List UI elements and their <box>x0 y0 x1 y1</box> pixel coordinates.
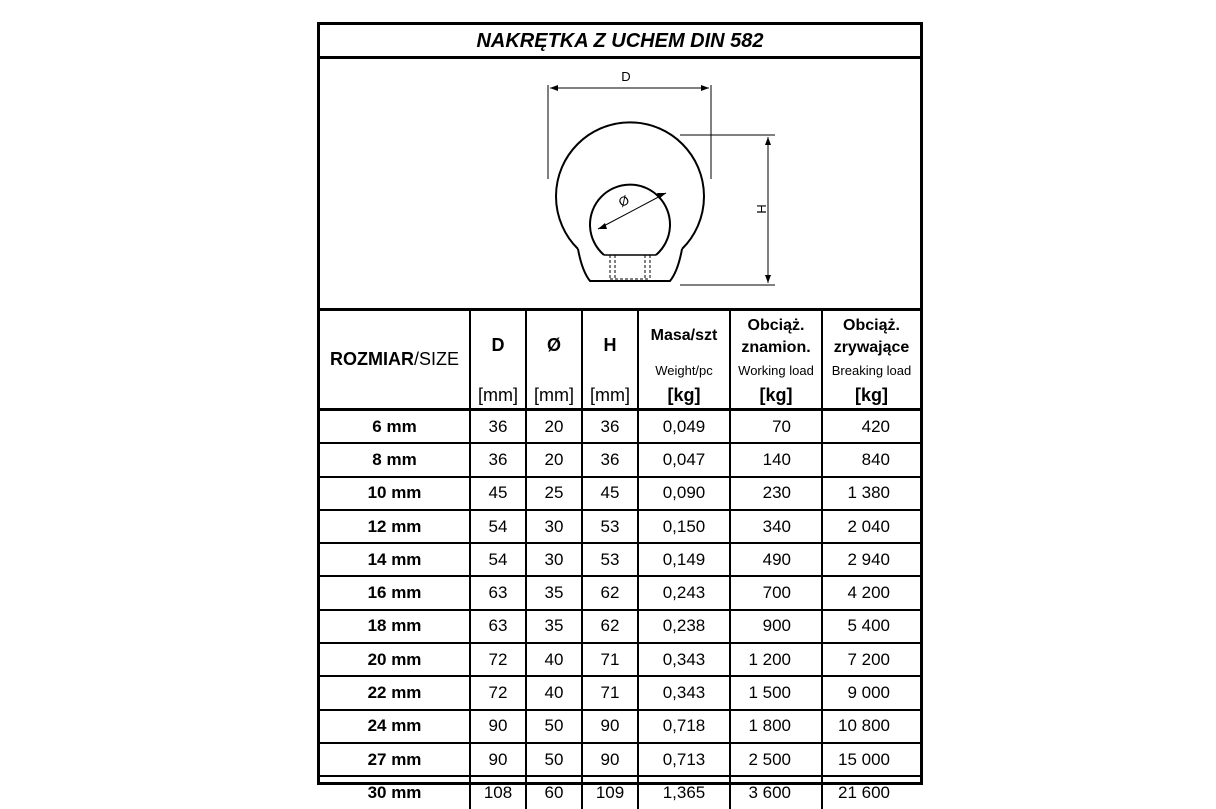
col-phi-header: Ø [mm] <box>526 311 582 410</box>
table-row <box>320 443 920 476</box>
cell-d: 63 <box>470 576 526 609</box>
cell-size: 16 mm <box>320 576 470 609</box>
table-row <box>320 710 920 743</box>
col-h-header: H [mm] <box>582 311 638 410</box>
cell-breaking-load: 5 400 <box>822 610 920 643</box>
cell-phi: 30 <box>526 510 582 543</box>
cell-working-load: 1 200 <box>730 643 822 676</box>
cell-size: 6 mm <box>372 416 417 436</box>
col-size-header: ROZMIAR/SIZE <box>320 311 470 410</box>
cell-mass: 0,343 <box>638 676 730 709</box>
cell-breaking-load: 2 940 <box>822 543 920 576</box>
cell-working-load: 3 600 <box>730 776 822 808</box>
cell-breaking-load: 420 <box>822 410 920 444</box>
page-title: NAKRĘTKA Z UCHEM DIN 582 <box>320 25 920 59</box>
col-breaking-load-header: Obciąż. zrywające Breaking load [kg] <box>822 311 920 410</box>
cell-size: 22 mm <box>320 676 470 709</box>
cell-h: 71 <box>582 643 638 676</box>
cell-working-load: 140 <box>730 443 822 476</box>
table-row <box>320 676 920 709</box>
cell-d: 54 <box>470 543 526 576</box>
dim-h-label: H <box>754 204 769 214</box>
cell-mass: 0,149 <box>638 543 730 576</box>
cell-working-load: 900 <box>730 610 822 643</box>
table-row <box>320 643 920 676</box>
cell-working-load: 700 <box>730 576 822 609</box>
cell-size: 24 mm <box>320 710 470 743</box>
cell-size: 27 mm <box>320 743 470 776</box>
cell-phi: 40 <box>526 676 582 709</box>
cell-mass: 0,718 <box>638 710 730 743</box>
cell-breaking-load: 7 200 <box>822 643 920 676</box>
spec-sheet <box>317 22 923 802</box>
dim-d-label: D <box>621 69 631 84</box>
cell-phi: 40 <box>526 643 582 676</box>
cell-working-load: 2 500 <box>730 743 822 776</box>
cell-breaking-load: 1 380 <box>822 477 920 510</box>
cell-working-load: 230 <box>730 477 822 510</box>
cell-phi: 50 <box>526 710 582 743</box>
cell-mass: 0,243 <box>638 576 730 609</box>
eye-nut-diagram <box>320 59 920 308</box>
cell-mass: 1,365 <box>638 776 730 808</box>
cell-size: 14 mm <box>320 543 470 576</box>
cell-d: 72 <box>470 676 526 709</box>
specs-table <box>320 311 920 809</box>
col-mass-header: Masa/szt Weight/pc [kg] <box>638 311 730 410</box>
table-row <box>320 610 920 643</box>
cell-working-load: 490 <box>730 543 822 576</box>
cell-mass: 0,049 <box>638 410 730 444</box>
cell-d: 72 <box>470 643 526 676</box>
cell-working-load: 1 500 <box>730 676 822 709</box>
cell-h: 62 <box>582 610 638 643</box>
cell-h: 36 <box>582 443 638 476</box>
cell-h: 36 <box>582 410 638 444</box>
cell-phi: 30 <box>526 543 582 576</box>
cell-phi: 20 <box>526 443 582 476</box>
cell-mass: 0,047 <box>638 443 730 476</box>
cell-h: 45 <box>582 477 638 510</box>
cell-breaking-load: 10 800 <box>822 710 920 743</box>
cell-h: 62 <box>582 576 638 609</box>
cell-d: 36 <box>470 443 526 476</box>
cell-h: 90 <box>582 710 638 743</box>
cell-h: 53 <box>582 543 638 576</box>
table-header-row <box>320 311 920 410</box>
col-working-load-header: Obciąż. znamion. Working load [kg] <box>730 311 822 410</box>
cell-d: 63 <box>470 610 526 643</box>
cell-d: 90 <box>470 743 526 776</box>
cell-size: 18 mm <box>320 610 470 643</box>
cell-mass: 0,713 <box>638 743 730 776</box>
cell-phi: 50 <box>526 743 582 776</box>
cell-phi: 25 <box>526 477 582 510</box>
cell-phi: 60 <box>526 776 582 808</box>
cell-h: 109 <box>582 776 638 808</box>
cell-size: 20 mm <box>320 643 470 676</box>
cell-working-load: 1 800 <box>730 710 822 743</box>
table-row <box>320 410 920 444</box>
cell-d: 90 <box>470 710 526 743</box>
cell-mass: 0,150 <box>638 510 730 543</box>
cell-mass: 0,090 <box>638 477 730 510</box>
cell-phi: 35 <box>526 610 582 643</box>
eye-nut-drawing <box>320 59 920 311</box>
cell-h: 53 <box>582 510 638 543</box>
table-row <box>320 477 920 510</box>
col-d-header: D [mm] <box>470 311 526 410</box>
cell-breaking-load: 2 040 <box>822 510 920 543</box>
cell-size: 30 mm <box>320 776 470 808</box>
cell-d: 45 <box>470 477 526 510</box>
cell-breaking-load: 840 <box>822 443 920 476</box>
cell-h: 90 <box>582 743 638 776</box>
table-row <box>320 510 920 543</box>
cell-breaking-load: 21 600 <box>822 776 920 808</box>
table-row <box>320 543 920 576</box>
cell-phi: 35 <box>526 576 582 609</box>
cell-h: 71 <box>582 676 638 709</box>
cell-d: 108 <box>470 776 526 808</box>
cell-mass: 0,238 <box>638 610 730 643</box>
cell-breaking-load: 4 200 <box>822 576 920 609</box>
cell-breaking-load: 15 000 <box>822 743 920 776</box>
cell-d: 36 <box>470 410 526 444</box>
cell-size: 10 mm <box>320 477 470 510</box>
cell-d: 54 <box>470 510 526 543</box>
cell-phi: 20 <box>526 410 582 444</box>
dim-phi-label: Ø <box>615 192 632 211</box>
cell-breaking-load: 9 000 <box>822 676 920 709</box>
cell-working-load: 340 <box>730 510 822 543</box>
cell-mass: 0,343 <box>638 643 730 676</box>
cell-working-load: 70 <box>730 410 822 444</box>
table-row <box>320 776 920 808</box>
cell-size: 8 mm <box>320 443 470 476</box>
cell-size: 12 mm <box>320 510 470 543</box>
table-row <box>320 576 920 609</box>
table-row <box>320 743 920 776</box>
